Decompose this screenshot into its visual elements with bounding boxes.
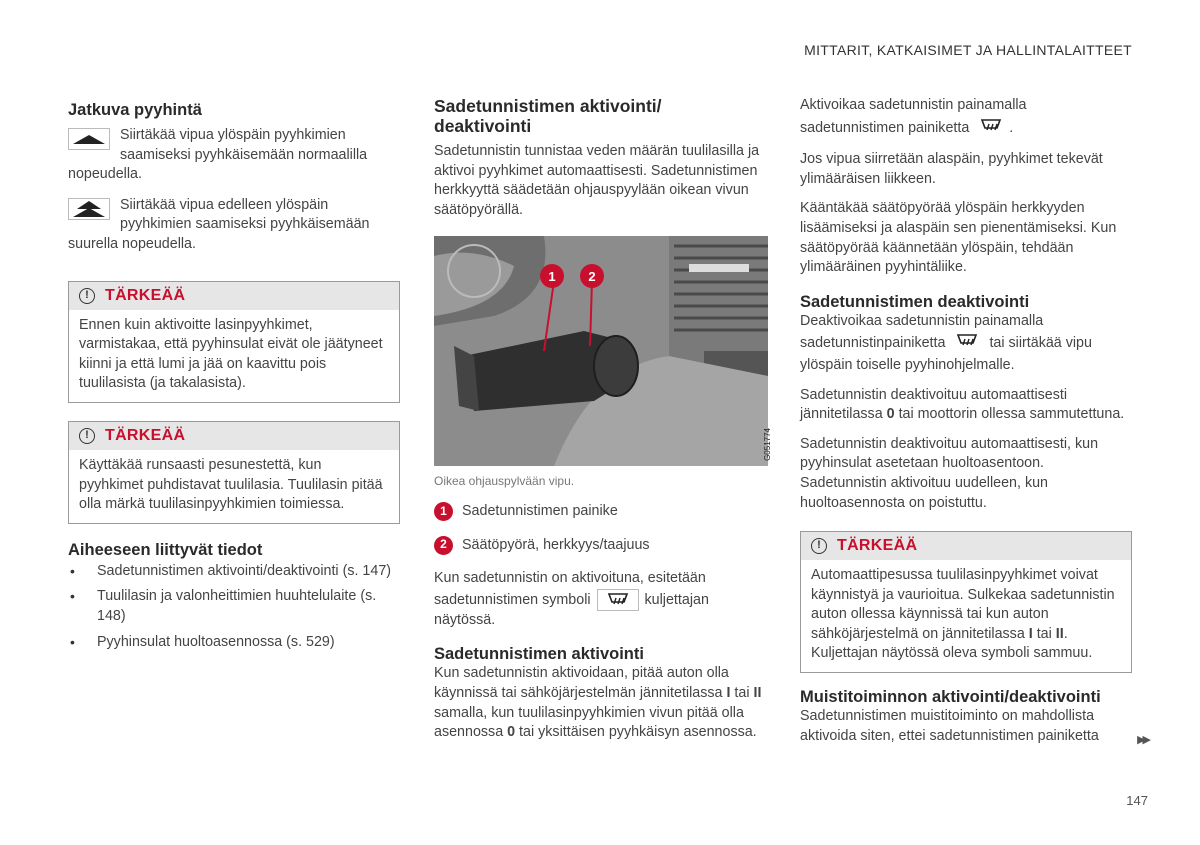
related-heading: Aiheeseen liittyvät tiedot	[68, 540, 263, 559]
thumbwheel-text: Kääntäkää säätöpyörää ylöspäin herkkyyden lisäämiseksi ja alaspäin sen pienentämiseksi. Kun säätöpyörää käännetään ylöspäin, tehdään ylimääräinen pyyhintäliike.	[800, 200, 1117, 276]
page-number: 147	[1126, 793, 1148, 808]
callout-number-1: 1	[434, 502, 453, 521]
page-header: MITTARIT, KATKAISIMET JA HALLINTALAITTEET	[804, 42, 1132, 58]
steering-lever-photo	[434, 236, 772, 466]
related-link[interactable]: • Sadetunnistimen aktivointi/deaktivointi (s. 147)	[68, 562, 400, 582]
wipe-normal-item: Siirtäkää vipua ylöspäin pyyhkimien saamiseksi pyyhkäisemään normaalilla nopeudella.	[68, 127, 368, 183]
image-caption: Oikea ohjauspylvään vipu.	[434, 474, 575, 489]
column-left	[68, 96, 400, 658]
activation-text: Kun sadetunnistin aktivoidaan, pitää auton olla käynnissä tai sähköjärjestelmän jännitetilassa I tai II samalla, kun tuulilasinpyyhkimien vivun pitää olla asennossa 0 tai yksittäisen pyyhkäisyn asennossa.	[434, 665, 762, 741]
related-link[interactable]: • Tuulilasin ja valonheittimien huuhtelulaite (s. 148)	[68, 587, 400, 626]
notice-important-3: ! TÄRKEÄÄ Automaattipesussa tuulilasinpyyhkimet voivat käynnistyä ja vaurioitua. Sulkekaa sadetunnistin auton ollessa käynnissä tai kun auton sähköjärjestelmä on jännitetilassa I tai II. Kuljettajan näytössä oleva symboli sammuu.	[800, 531, 1132, 673]
lever-up-icon	[68, 128, 110, 150]
memory-text: Sadetunnistimen muistitoiminto on mahdollista aktivoida siten, ettei sadetunnistimen painiketta	[800, 708, 1099, 744]
related-list	[68, 562, 400, 652]
heading-activation: Sadetunnistimen aktivointi	[434, 645, 644, 664]
rain-sensor-icon	[979, 116, 1003, 141]
column-right	[800, 96, 1132, 746]
warning-icon: !	[79, 428, 95, 444]
rain-sensor-icon	[955, 331, 979, 356]
notice-important-1: ! TÄRKEÄÄ Ennen kuin aktivoitte lasinpyyhkimet, varmistakaa, että pyyhinsulat eivät ole jäätyneet kiinni ja että lumi ja jää on kaavittu pois tuulilasista (ja takalasista).	[68, 281, 400, 403]
warning-icon: !	[811, 538, 827, 554]
heading-memory: Muistitoiminnon aktivointi/deaktivointi	[800, 688, 1101, 707]
image-code: G051774	[763, 428, 772, 462]
deactivate-text: Deaktivoikaa sadetunnistin painamalla sadetunnistinpainiketta tai siirtäkää vipu ylöspäin toiselle pyyhinohjelmalle.	[800, 312, 1092, 373]
lever-down-text: Jos vipua siirretään alaspäin, pyyhkimet tekevät ylimääräisen liikkeen.	[800, 151, 1103, 187]
svg-text:1: 1	[548, 269, 556, 285]
symbol-text: Kun sadetunnistin on aktivoituna, esitetään sadetunnistimen symboli kuljettajan näytössä.	[434, 570, 709, 628]
service-position-text: Sadetunnistin deaktivoituu automaattisesti, kun pyyhinsulat asetetaan huoltoasentoon. Sadetunnistin aktivoituu uudelleen, kun huoltoasennosta on poistuttu.	[800, 435, 1099, 511]
continue-arrows-icon: ▶▶	[1137, 734, 1148, 746]
callout-item-2: 2 Säätöpyörä, herkkyys/taajuus	[434, 536, 768, 556]
svg-text:2: 2	[588, 269, 596, 285]
activate-text: Aktivoikaa sadetunnistin painamalla sadetunnistimen painiketta .	[800, 96, 1132, 140]
auto-deactivate-text: Sadetunnistin deaktivoituu automaattisesti jännitetilassa 0 tai moottorin ollessa sammutettuna.	[800, 386, 1125, 423]
lever-double-up-icon	[68, 198, 110, 220]
column-middle	[434, 96, 772, 743]
heading-rain-sensor: Sadetunnistimen aktivointi/ deaktivointi	[434, 96, 662, 136]
intro-text: Sadetunnistin tunnistaa veden määrän tuulilasilla ja aktivoi pyyhkimet automaattisesti. Sadetunnistimen herkkyyttä säädetään ohjauspyylään oikean vivun säätöpyörällä.	[434, 143, 760, 218]
wipe-fast-item: Siirtäkää vipua edelleen ylöspäin pyyhkimien saamiseksi pyyhkäisemään suurella nopeudella.	[68, 196, 370, 252]
heading-deactivation: Sadetunnistimen deaktivointi	[800, 292, 1030, 311]
callout-item-1: 1 Sadetunnistimen painike	[434, 502, 768, 522]
related-link[interactable]: • Pyyhinsulat huoltoasennossa (s. 529)	[68, 633, 400, 653]
rain-sensor-icon	[597, 589, 639, 611]
heading-continuous-wipe: Jatkuva pyyhintä	[68, 101, 202, 119]
callout-number-2: 2	[434, 536, 453, 555]
notice-important-2: ! TÄRKEÄÄ Käyttäkää runsaasti pesunestettä, kun pyyhkimet puhdistavat tuulilasia. Tuulilasin pitää olla märkä tuulilasinpyyhkimien toimiessa.	[68, 421, 400, 524]
warning-icon: !	[79, 288, 95, 304]
